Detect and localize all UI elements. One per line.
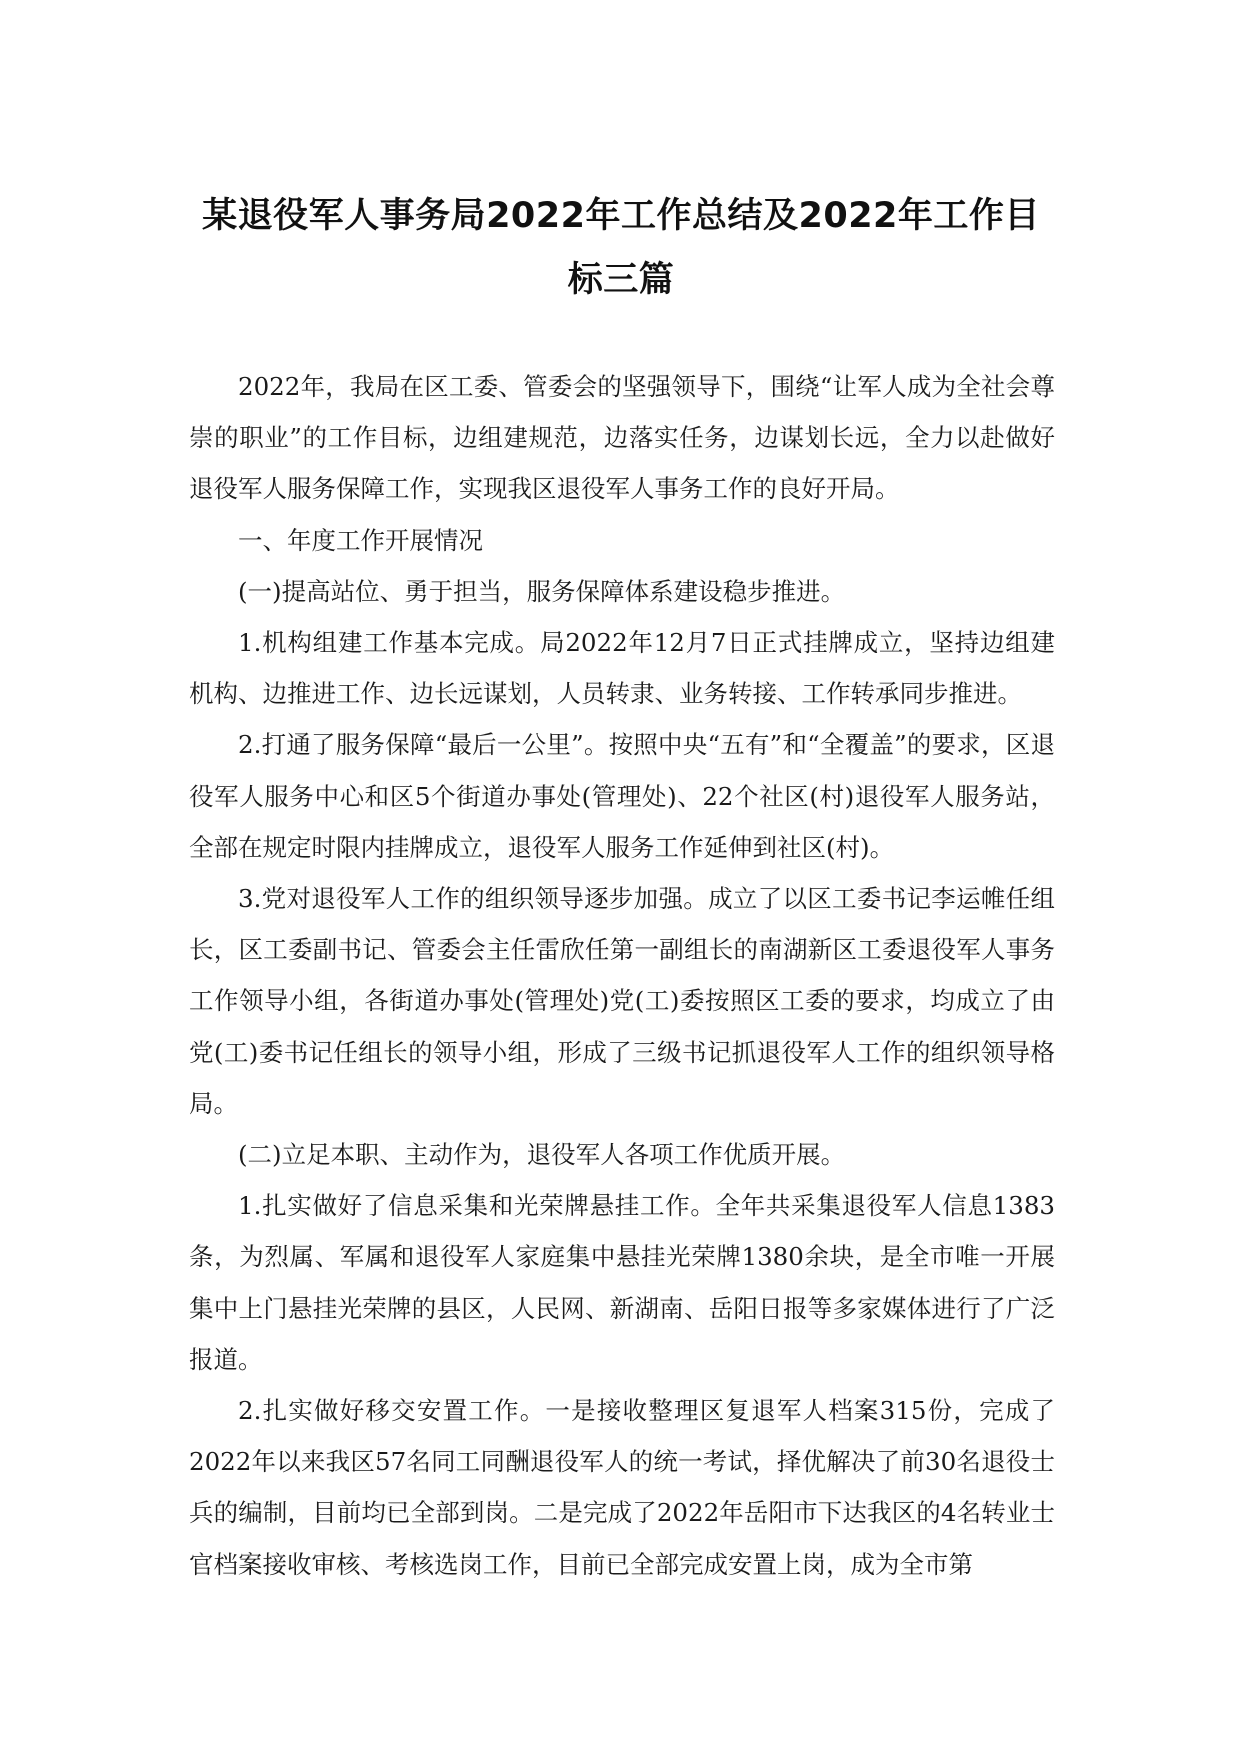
section-heading-1: 一、年度工作开展情况	[238, 525, 483, 555]
paragraph-item: 3.党对退役军人工作的组织领导逐步加强。成立了以区工委书记李运帷任组长，区工委副书记、管委会主任雷欣任第一副组长的南湖新区工委退役军人事务工作领导小组，各街道办事处(管理处)党(工)委按照区工委的要求，均成立了由党(工)委书记任组长的领导小组，形成了三级书记抓退役军人工作的组织领导格局。	[189, 884, 1055, 1118]
paragraph-item: 1.机构组建工作基本完成。局2022年12月7日正式挂牌成立，坚持边组建机构、边推进工作、边长远谋划，人员转隶、业务转接、工作转承同步推进。	[189, 628, 1055, 709]
paragraph-item: 2.打通了服务保障“最后一公里”。按照中央“五有”和“全覆盖”的要求，区退役军人服务中心和区5个街道办事处(管理处)、22个社区(村)退役军人服务站，全部在规定时限内挂牌成立，退役军人服务工作延伸到社区(村)。	[189, 730, 1055, 862]
paragraph-item: 2.扎实做好移交安置工作。一是接收整理区复退军人档案315份，完成了2022年以来我区57名同工同酬退役军人的统一考试，择优解决了前30名退役士兵的编制，目前均已全部到岗。二是完成了2022年岳阳市下达我区的4名转业士官档案接收审核、考核选岗工作，目前已全部完成安置上岗，成为全市第	[189, 1396, 1055, 1579]
document-body	[189, 361, 1055, 1590]
paragraph-item: 1.扎实做好了信息采集和光荣牌悬挂工作。全年共采集退役军人信息1383条，为烈属、军属和退役军人家庭集中悬挂光荣牌1380余块，是全市唯一开展集中上门悬挂光荣牌的县区，人民网、新湖南、岳阳日报等多家媒体进行了广泛报道。	[189, 1191, 1055, 1374]
subsection-heading-2: (二)立足本职、主动作为，退役军人各项工作优质开展。	[238, 1140, 846, 1170]
paragraph-intro: 2022年，我局在区工委、管委会的坚强领导下，围绕“让军人成为全社会尊崇的职业”的工作目标，边组建规范，边落实任务，边谋划长远，全力以赴做好退役军人服务保障工作，实现我区退役军人事务工作的良好开局。	[189, 372, 1055, 504]
document-title: 某退役军人事务局2022年工作总结及2022年工作目标三篇	[202, 196, 1040, 300]
subsection-heading-1: (一)提高站位、勇于担当，服务保障体系建设稳步推进。	[238, 576, 846, 606]
